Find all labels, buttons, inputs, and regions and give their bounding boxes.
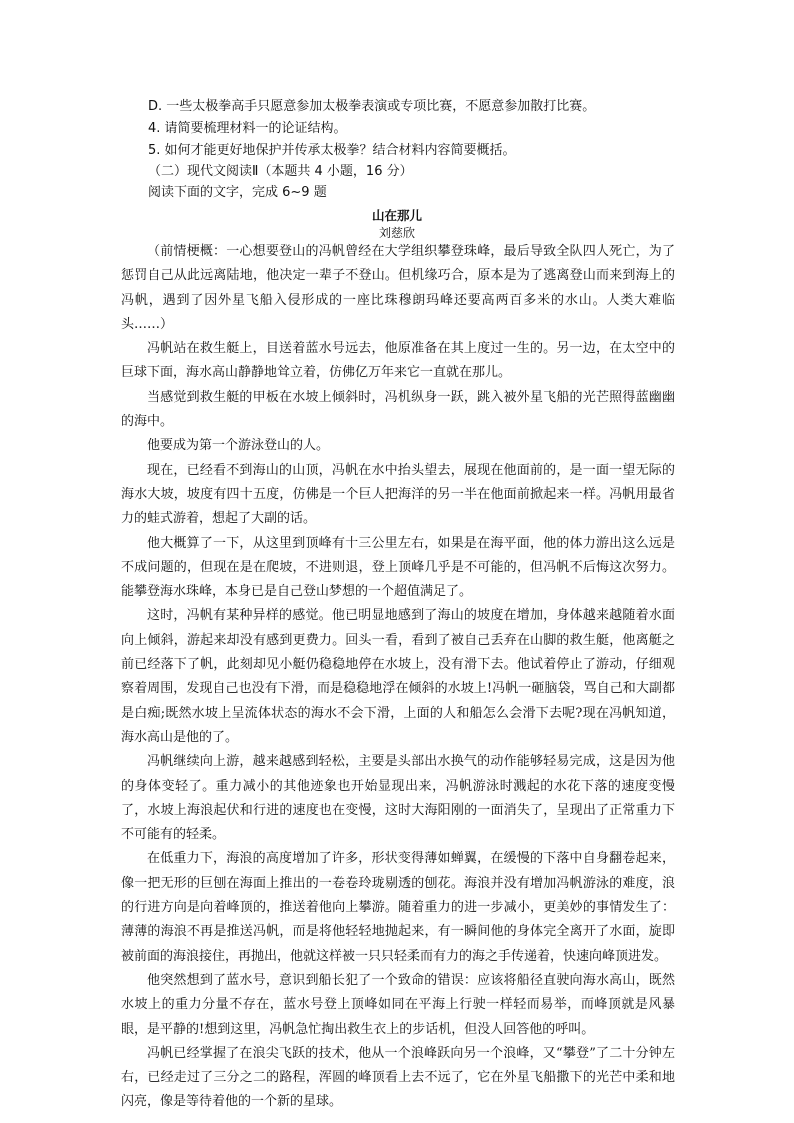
article-author: 刘慈欣 xyxy=(378,226,415,240)
reading-instruction: 阅读下面的文字，完成 6~9 题 xyxy=(148,185,327,200)
section-heading: （二）现代文阅读Ⅱ（本题共 4 小题，16 分） xyxy=(148,164,413,179)
article-paragraph: 这时，冯帆有某种异样的感觉。他已明显地感到了海山的坡度在增加，身体越来越随着水面向上倾斜，游起来却没有感到更费力。回头一看，看到了被自己丢弃在山脚的救生艇，他离艇之前已经落下了帆，此刻却见小艇仍稳稳地停在水坡上，没有滑下去。他试着停止了游动，仔细观察着周围，发现自己也没有下滑，而是稳稳地浮在倾斜的水坡上!冯帆一砸脑袋，骂自己和大副都是白痴;既然水坡上呈流体状态的海水不会下滑，上面的人和船怎么会滑下去呢?现在冯帆知道，海水高山是他的了。 xyxy=(121,608,675,745)
question-4: 4. 请简要梳理材料一的论证结构。 xyxy=(148,121,347,136)
article-paragraph: 在低重力下，海浪的高度增加了许多，形状变得薄如蝉翼，在缓慢的下落中自身翻卷起来，像一把无形的巨刨在海面上推出的一卷卷玲珑剔透的刨花。海浪并没有增加冯帆游泳的难度，浪的行进方向是向着峰顶的，推送着他向上攀游。随着重力的进一步减小，更美妙的事情发生了：薄薄的海浪不再是推送冯帆，而是将他轻轻地抛起来，有一瞬间他的身体完全离开了水面，旋即被前面的海浪接住，再抛出，他就这样被一只只轻柔而有力的海之手传递着，快速向峰顶进发。 xyxy=(121,851,675,964)
article-paragraph: 他要成为第一个游泳登山的人。 xyxy=(147,438,330,454)
article-body xyxy=(121,240,675,1115)
article-paragraph: 现在，已经看不到海山的山顶，冯帆在水中抬头望去，展现在他面前的，是一面一望无际的海水大坡，坡度有四十五度，仿佛是一个巨人把海洋的另一半在他面前掀起来一样。冯帆用最省力的蛙式游着，想起了大副的话。 xyxy=(121,462,675,527)
article-paragraph: 冯帆站在救生艇上，目送着蓝水号远去，他原准备在其上度过一生的。另一边，在太空中的巨球下面，海水高山静静地耸立着，仿佛亿万年来它一直就在那儿。 xyxy=(121,341,675,381)
question-5: 5. 如何才能更好地保护并传承太极拳？结合材料内容简要概括。 xyxy=(148,143,516,158)
article-paragraph: 冯帆已经掌握了在浪尖飞跃的技术，他从一个浪峰跃向另一个浪峰，又“攀登”了二十分钟左右，已经走过了三分之二的路程，浑圆的峰顶看上去不远了，它在外星飞船撒下的光芒中柔和地闪亮，像是等待着他的一个新的星球。 xyxy=(121,1045,675,1110)
article-paragraph: （前情梗概：一心想要登山的冯帆曾经在大学组织攀登珠峰，最后导致全队四人死亡，为了惩罚自己从此远离陆地，他决定一辈子不登山。但机缘巧合，原本是为了逃离登山而来到海上的冯帆，遇到了因外星飞船入侵形成的一座比珠穆朗玛峰还要高两百多米的水山。人类大难临头……） xyxy=(121,244,675,332)
article-paragraph: 冯帆继续向上游，越来越感到轻松，主要是头部出水换气的动作能够轻易完成，这是因为他的身体变轻了。重力减小的其他迹象也开始显现出来，冯帆游泳时溅起的水花下落的速度变慢了，水坡上海浪起伏和行进的速度也在变慢，这时大海阳刚的一面消失了，呈现出了正常重力下不可能有的轻柔。 xyxy=(121,754,675,843)
article-paragraph: 当感觉到救生艇的甲板在水坡上倾斜时，冯机纵身一跃，跳入被外星飞船的光芒照得蓝幽幽的海中。 xyxy=(121,389,675,430)
article-title: 山在那儿 xyxy=(371,208,422,223)
article-paragraph: 他大概算了一下，从这里到顶峰有十三公里左右，如果是在海平面，他的体力游出这么远是不成问题的，但现在是在爬坡，不进则退，登上顶峰几乎是不可能的，但冯帆不后悔这次努力。能攀登海水珠峰，本身已是自己登山梦想的一个超值满足了。 xyxy=(121,535,675,600)
article-paragraph: 他突然想到了蓝水号，意识到船长犯了一个致命的错误：应该将船径直驶向海水高山，既然水坡上的重力分量不存在，蓝水号登上顶峰如同在平海上行驶一样轻而易举，而峰顶就是风暴眼，是平静的!想到这里，冯帆急忙掏出救生衣上的步话机，但没人回答他的呼叫。 xyxy=(121,972,675,1037)
question-option-d: D. 一些太极拳高手只愿意参加太极拳表演或专项比赛，不愿意参加散打比赛。 xyxy=(148,99,596,114)
